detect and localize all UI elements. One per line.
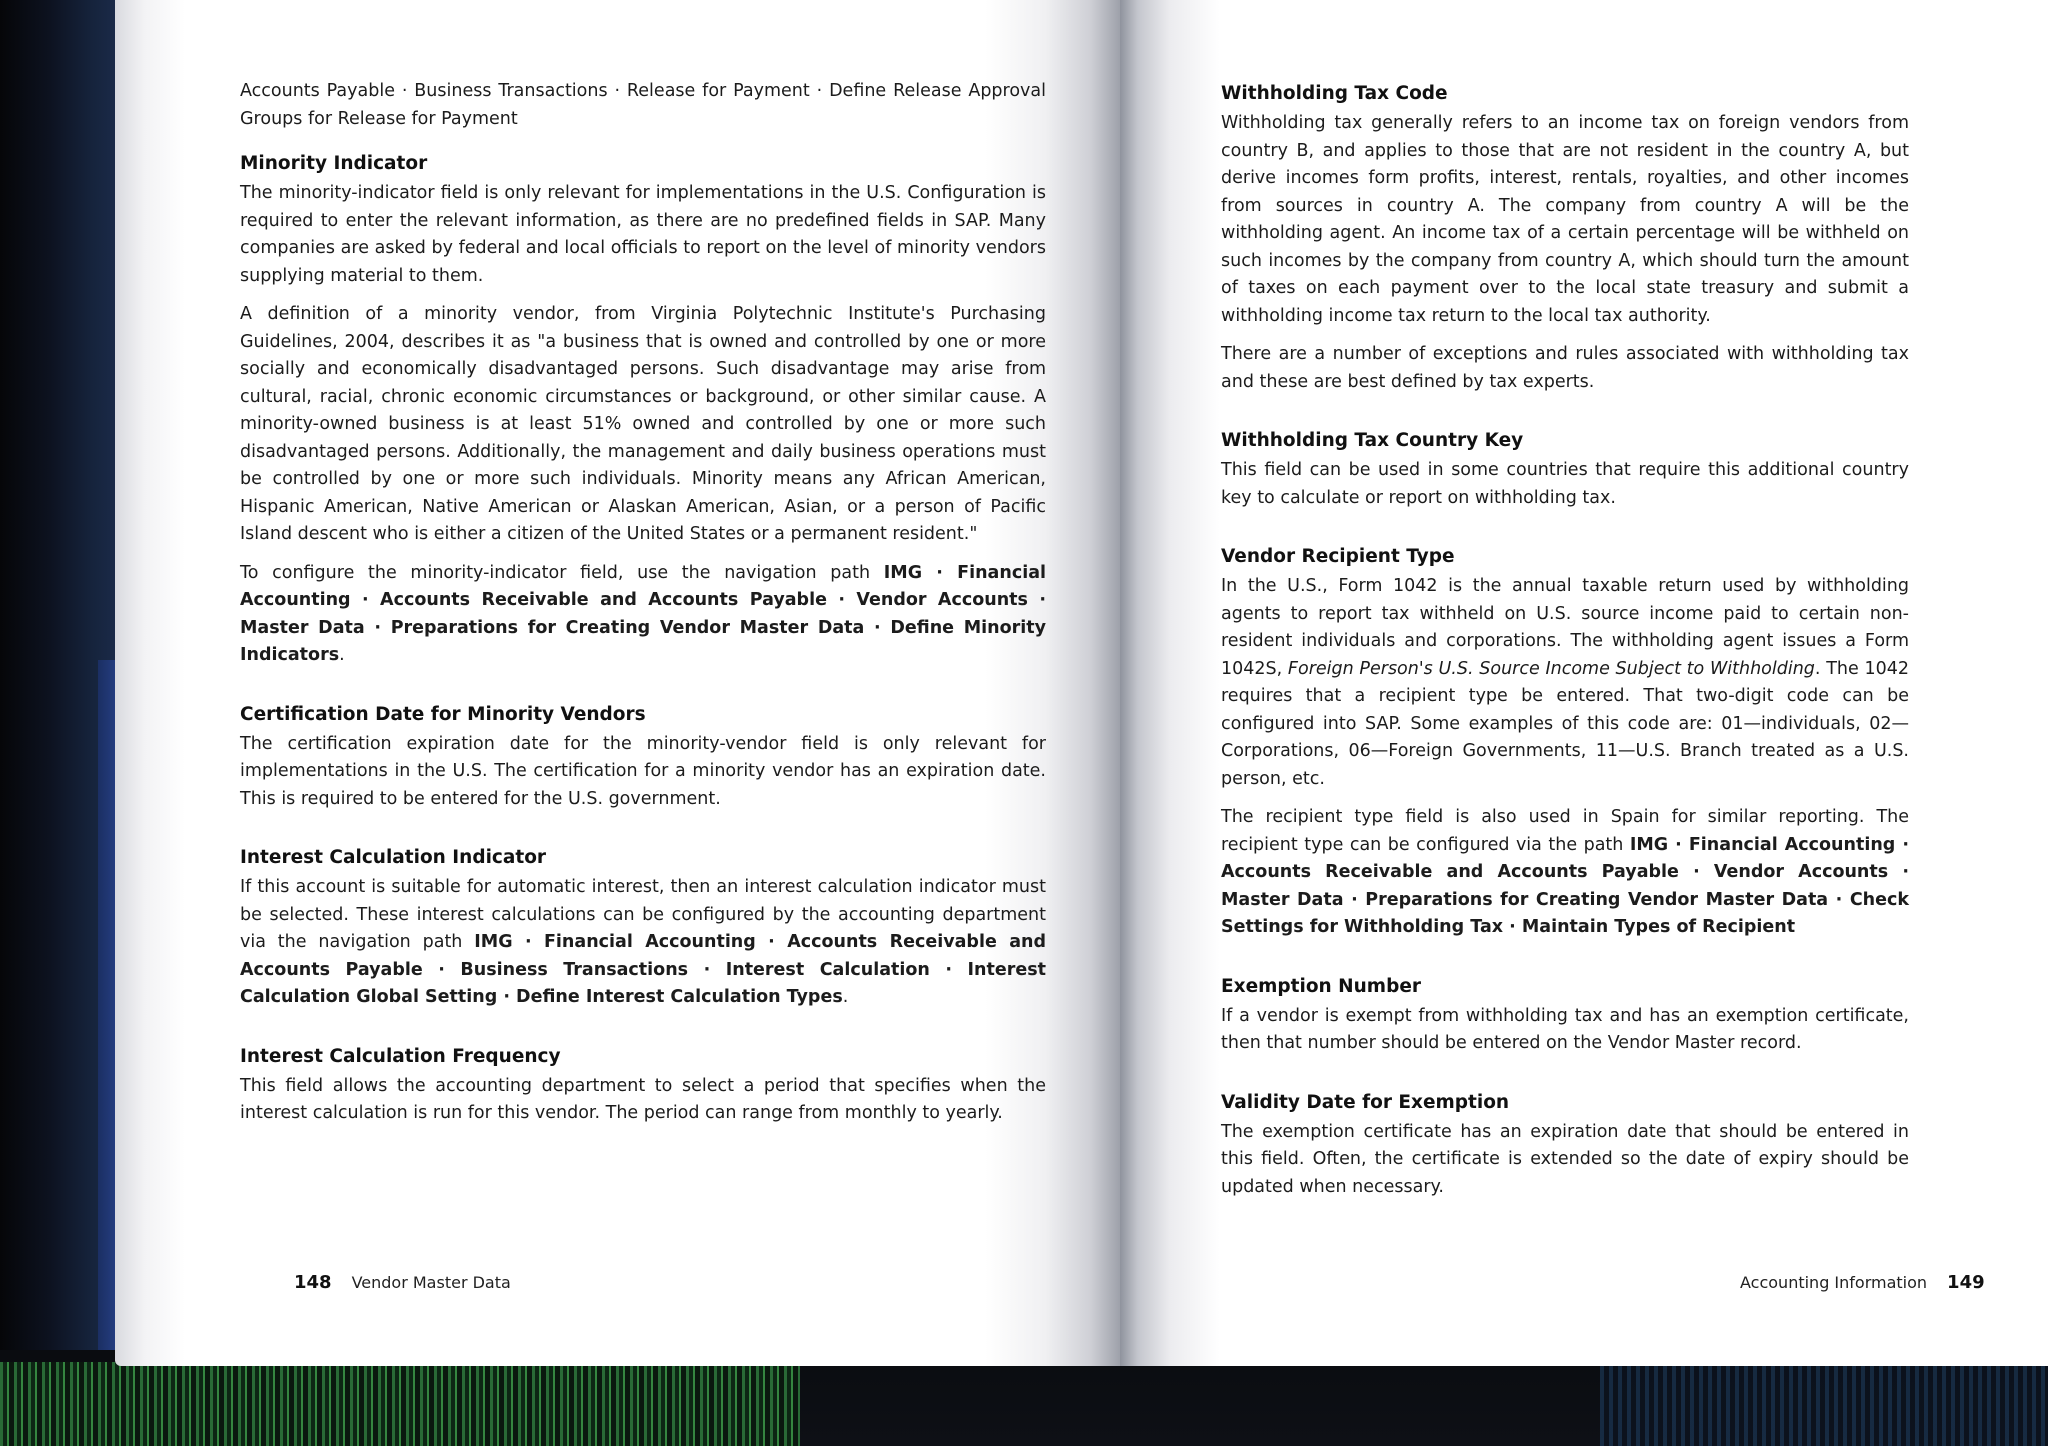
- heading-withholding-tax-country-key: Withholding Tax Country Key: [1221, 430, 1524, 451]
- running-header-chapter: Vendor Master Data: [351, 1273, 511, 1292]
- heading-validity-date-for-exemption: Validity Date for Exemption: [1221, 1091, 1510, 1113]
- heading-certification-date: Certification Date for Minority Vendors: [240, 703, 646, 725]
- paragraph: There are a number of exceptions and rules associated with withholding tax and these are best defined by tax experts.: [1221, 344, 1909, 392]
- left-page-content: [240, 78, 1046, 1139]
- paragraph: A definition of a minority vendor, from Virginia Polytechnic Institute's Purchasing Guidelines, 2004, describes it as "a business that is owned and controlled by one or more socially and economically disadvantaged persons. Such disadvantage may arise from cultural, racial, chronic economic circumstances or background, or other similar cause. A minority-owned business is at least 51% owned and controlled by one or more such disadvantaged persons. Additionally, the management and daily business operations must be controlled by one or more such individuals. Minority means any African American, Hispanic American, Native American or Alaskan American, Asian, or a person of Pacific Island descent who is either a citizen of the United States or a permanent resident.": [240, 304, 1046, 544]
- paragraph: Withholding tax generally refers to an income tax on foreign vendors from country B, and applies to those that are not resident in the country A, but derive incomes form profits, interest, rentals, royalties, and other incomes from sources in country A. The company from country A will be the withholding agent. An income tax of a certain percentage will be withheld on such incomes by the company from country A, which should turn the amount of taxes on each payment over to the local state treasury and submit a withholding income tax return to the local tax authority.: [1221, 113, 1909, 326]
- breadcrumb: Accounts Payable · Business Transactions · Release for Payment · Define Release Approval Groups for Release for Payment: [240, 81, 1046, 129]
- page-number: 149: [1947, 1272, 1985, 1293]
- paragraph: The certification expiration date for the minority-vendor field is only relevant for implementations in the U.S. The certification for a minority vendor has an expiration date. This is required to be entered for the U.S. government.: [240, 733, 1046, 809]
- right-page-footer: [1740, 1272, 1985, 1293]
- heading-interest-calculation-frequency: Interest Calculation Frequency: [240, 1045, 561, 1067]
- heading-minority-indicator: Minority Indicator: [240, 153, 428, 174]
- paragraph-text: .: [842, 987, 849, 1007]
- paragraph: This field can be used in some countries that require this additional country key to calculate or report on withholding tax.: [1221, 460, 1909, 508]
- paragraph-text: To configure the minority-indicator field, use the navigation path: [240, 562, 884, 583]
- form-title-italic: Foreign Person's U.S. Source Income Subject to Withholding: [1287, 658, 1815, 679]
- paragraph-text: The recipient type field is also used in Spain for similar reporting. The recipient type can be configured via the path: [1221, 807, 1909, 855]
- paragraph-text: If this account is suitable for automatic interest, then an interest calculation indicator must be selected. These interest calculations can be configured by the accounting department via the navigation path: [240, 877, 1046, 952]
- navigation-path: IMG · Financial Accounting · Accounts Receivable and Accounts Payable · Vendor Accounts · Master Data · Preparations for Creating Vendor Master Data · Check Settings for Withholding Tax · Maintain Types of Recipient: [1221, 834, 1909, 937]
- paragraph: The minority-indicator field is only relevant for implementations in the U.S. Configuration is required to enter the relevant information, as there are no predefined fields in SAP. Many companies are asked by federal and local officials to report on the level of minority vendors supplying material to them.: [240, 183, 1046, 286]
- paragraph-text: .: [339, 645, 345, 665]
- heading-interest-calculation-indicator: Interest Calculation Indicator: [240, 847, 547, 868]
- paragraph: [1221, 804, 1909, 942]
- paragraph: This field allows the accounting department to select a period that specifies when the interest calculation is run for this vendor. The period can range from monthly to yearly.: [240, 1075, 1046, 1123]
- heading-vendor-recipient-type: Vendor Recipient Type: [1221, 546, 1455, 567]
- left-page-footer: [294, 1272, 511, 1293]
- paragraph: The exemption certificate has an expiration date that should be entered in this field. Often, the certificate is extended so the date of expiry should be updated when necessary.: [1221, 1121, 1909, 1197]
- paragraph-text: In the U.S., Form 1042 is the annual taxable return used by withholding agents to report tax withheld on U.S. source income paid to certain non-resident individuals and corporations. The withholding agent issues a Form 1042S,: [1221, 576, 1909, 679]
- navigation-path: IMG · Financial Accounting · Accounts Receivable and Accounts Payable · Business Transactions · Interest Calculation · Interest Calculation Global Setting · Define Interest Calculation Types: [240, 932, 1046, 1007]
- scanner-background-green-stripes: [0, 1362, 800, 1446]
- paragraph: [240, 560, 1046, 670]
- page-number: 148: [294, 1272, 332, 1293]
- navigation-path: IMG · Financial Accounting · Accounts Receivable and Accounts Payable · Vendor Accounts · Master Data · Preparations for Creating Vendor Master Data · Define Minority Indicators: [240, 562, 1046, 665]
- paragraph: [1221, 573, 1909, 793]
- heading-exemption-number: Exemption Number: [1221, 975, 1421, 997]
- paragraph: [240, 874, 1046, 1012]
- heading-withholding-tax-code: Withholding Tax Code: [1221, 83, 1448, 104]
- right-page-content: [1221, 80, 1909, 1212]
- scanner-background-blue-stripes: [1600, 1362, 2048, 1446]
- running-header-chapter: Accounting Information: [1740, 1273, 1928, 1292]
- paragraph: If a vendor is exempt from withholding tax and has an exemption certificate, then that number should be entered on the Vendor Master record.: [1221, 1005, 1909, 1053]
- paragraph-text: . The 1042 requires that a recipient type be entered. That two-digit code can be configured into SAP. Some examples of this code are: 01—individuals, 02—Corporations, 06—Foreign Governments, 11—U.S. Branch treated as a U.S. person, etc.: [1221, 658, 1909, 789]
